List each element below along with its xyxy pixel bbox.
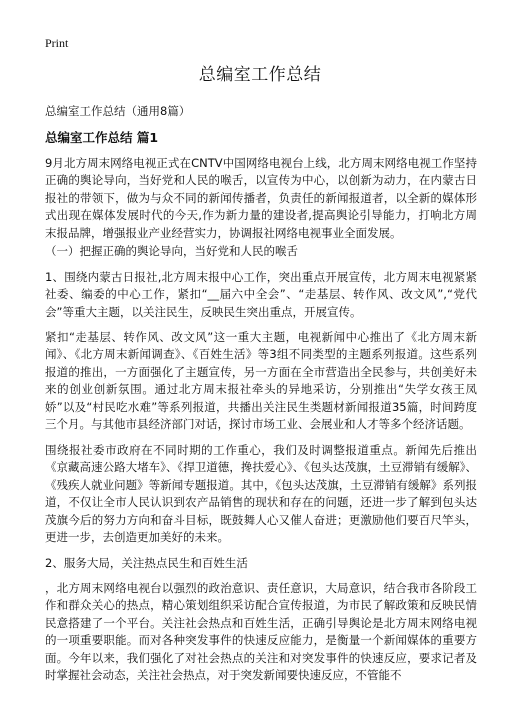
paragraph-series-reports: 紧扣“走基层、转作风、改文风”这一重大主题，电视新闻中心推出了《北方周末新闻》、《北方周末新闻调查》、《百姓生活》等3组不同类型的主题系列报道。这些系列报道的推出，一方面强化了主题宣传，另一方面在全市营造出全民参与，共创美好未来的创业创新氛围。通过北方周末报社牵头的异地采访，分别推出“失学女孩王凤娇”以及“村民吃水难”等系列报道，共播出关注民生类题材新闻报道35篇，时间跨度三个月。与其他市县经济部门对话，探讨市场工业、会展业和人才等多个经济话题。 <box>45 330 477 432</box>
paragraph-point-1: 1、围绕内蒙古日报社,北方周末报中心工作，突出重点开展宣传，北方周末电视紧紧社委、编委的中心工作，紧扣“__届六中全会”、“走基层、转作风、改文风”,“党代会”等重大主题，以关注民生，反映民生突出重点，开展宣传。 <box>45 270 477 319</box>
print-label: Print <box>45 36 69 50</box>
paragraph-focus-reports: 围绕报社委市政府在不同时期的工作重心，我们及时调整报道重点。新闻先后推出《京藏高速公路大堵车》、《捍卫道德，搀扶爱心》、《包头达茂旗，土豆滞销有缓解》、《残疾人就业问题》等新闻专题报道。其中，《包头达茂旗，土豆滞销有缓解》系列报道，不仅让全市人民认识到农产品销售的现状和存在的问题，还进一步了解到包头达茂旗今后的努力方向和奋斗目标，既鼓舞人心又催人奋进；更激励他们要百尺竿头，更进一步，去创造更加美好的未来。 <box>45 443 477 545</box>
document-title: 总编室工作总结 <box>198 65 322 85</box>
document-subtitle: 总编室工作总结（通用8篇） <box>45 104 191 118</box>
paragraph-intro: 9月北方周末网络电视正式在CNTV中国网络电视台上线，北方周末网络电视工作坚持正确的舆论导向，当好党和人民的喉舌，以宣传为中心，以创新为动力，在内蒙古日报社的带领下，做为与众不同的新闻传播者，负责任的新闻报道者，以全新的媒体形式出现在媒体发展时代的今天,作为新力量的建设者,提高舆论引导能力，打响北方周末报品牌，增强报业产业经营实力，协调报社网络电视事业全面发展。 <box>45 156 477 240</box>
paragraph-hot-topics: ，北方周末网络电视台以强烈的政治意识、责任意识，大局意识，结合我市各阶段工作和群众关心的热点，精心策划组织采访配合宣传报道，为市民了解政策和反映民情民意搭建了一个平台。关注社会热点和百姓生活，正确引导舆论是北方周末网络电视的一项重要职能。而对各种突发事件的快速反应能力，是衡量一个新闻媒体的重要方面。今年以来，我们强化了对社会热点的关注和对突发事件的快速反应，要求记者及时掌握社会动态，关注社会热点，对于突发新闻要快速反应，不管能不 <box>45 581 477 683</box>
paragraph-heading-2: 2、服务大局，关注热点民生和百姓生活 <box>45 556 248 570</box>
paragraph-heading-1: （一）把握正确的舆论导向，当好党和人民的喉舌 <box>45 244 298 258</box>
section-heading: 总编室工作总结 篇1 <box>45 130 159 145</box>
